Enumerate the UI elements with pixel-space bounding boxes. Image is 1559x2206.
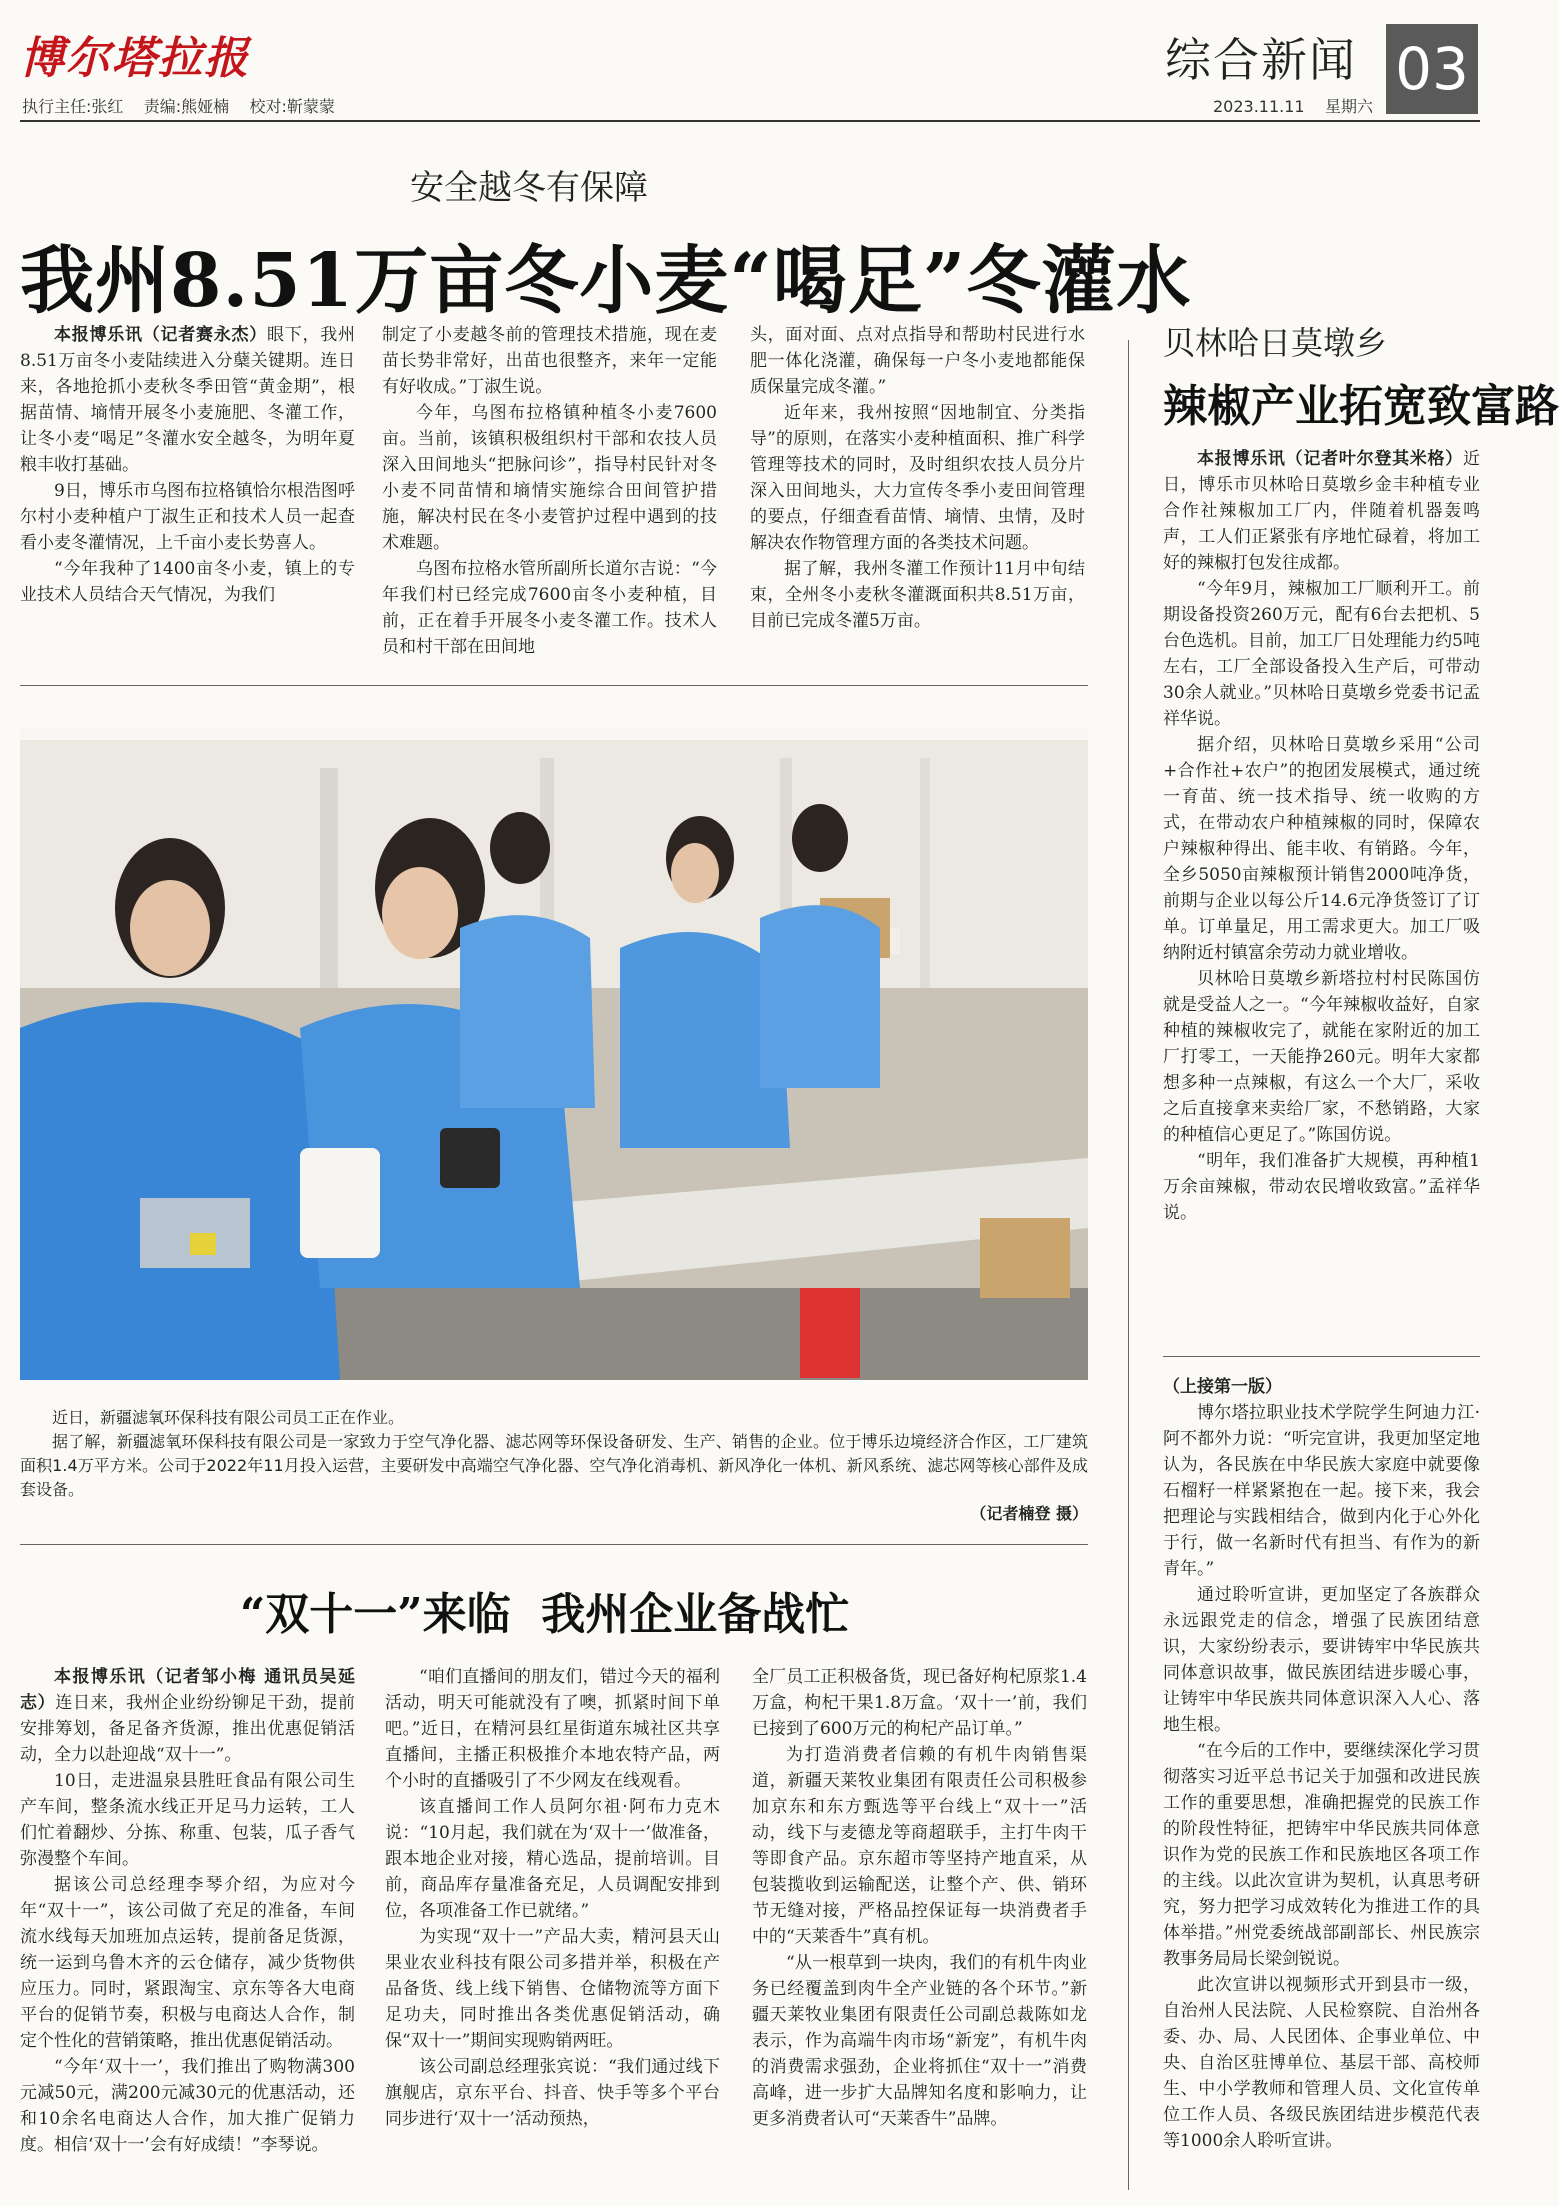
workers-illustration [20, 728, 1088, 1380]
second-byline: 本报博乐讯（记者邹小梅 通讯员吴延志） [20, 1667, 355, 1713]
second-column-1 [20, 1664, 355, 2158]
second-paragraph: 该直播间工作人员阿尔祖·阿布力克木说：“10月起，我们就在为‘双十一’做准备，跟本地企业对接，精心选品，提前培训。目前，商品库存量准备充足，人员调配安排到位，各项准备工作已就绪。” [385, 1797, 720, 1921]
page-number: 03 [1386, 24, 1478, 114]
lead-paragraph: 乌图布拉格水管所副所长道尔吉说：“今年我们村已经完成7600亩冬小麦种植，目前，正在着手开展冬小麦冬灌工作。技术人员和村干部在田间地 [382, 559, 717, 657]
lead-paragraph: 头，面对面、点对点指导和帮助村民进行水肥一体化浇灌，确保每一户冬小麦地都能保质保量完成冬灌。” [750, 325, 1085, 397]
second-paragraph: 该公司副总经理张宾说：“我们通过线下旗舰店，京东平台、抖音、快手等多个平台同步进行‘双十一’活动预热， [385, 2057, 720, 2129]
lead-paragraph: 制定了小麦越冬前的管理技术措施，现在麦苗长势非常好，出苗也很整齐，来年一定能有好收成。”丁淑生说。 [382, 325, 717, 397]
issue-date: 2023.11.11 星期六 [1213, 97, 1373, 116]
column-divider [1128, 340, 1129, 2190]
continued-paragraph: 博尔塔拉职业技术学院学生阿迪力江·阿不都外力说：“听完宣讲，我更加坚定地认为，各民族在中华民族大家庭中就要像石榴籽一样紧紧抱在一起。接下来，我会把理论与实践相结合，做到内化于心外化于行，做一名新时代有担当、有作为的新青年。” [1163, 1403, 1480, 1579]
second-column-3 [752, 1664, 1087, 2132]
right-paragraph: “今年9月，辣椒加工厂顺利开工。前期设备投资260万元，配有6台去把机、5台色选机。目前，加工厂日处理能力约5吨左右，工厂全部设备投入生产后，可带动30余人就业。”贝林哈日莫墩乡党委书记孟祥华说。 [1163, 579, 1480, 729]
second-paragraph: 连日来，我州企业纷纷铆足干劲，提前安排筹划，备足备齐货源，推出优惠促销活动，全力以赴迎战“双十一”。 [20, 1693, 356, 1765]
second-paragraph: 10日，走进温泉县胜旺食品有限公司生产车间，整条流水线正开足马力运转，工人们忙着翻炒、分拣、称重、包装，瓜子香气弥漫整个车间。 [20, 1771, 355, 1869]
second-column-2 [385, 1664, 720, 2132]
second-paragraph: 为打造消费者信赖的有机牛肉销售渠道，新疆天莱牧业集团有限责任公司积极参加京东和东方甄选等平台线上“双十一”活动，线下与麦德龙等商超联手，主打牛肉干等即食产品。京东超市等坚持产地直采，从包装揽收到运输配送，让整个产、供、销环节无缝对接，严格品控保证每一块消费者手中的“天莱香牛”真有机。 [752, 1745, 1087, 1947]
editor-credits: 执行主任:张红 责编:熊娅楠 校对:靳蒙蒙 [22, 97, 335, 116]
lead-paragraph: “今年我种了1400亩冬小麦，镇上的专业技术人员结合天气情况，为我们 [20, 559, 355, 605]
caption-line: 据了解，新疆滤氧环保科技有限公司是一家致力于空气净化器、滤芯网等环保设备研发、生产、销售的企业。位于博乐边境经济合作区，工厂建筑面积1.4万平方米。公司于2022年11月投入运营，主要研发中高端空气净化器、空气净化消毒机、新风净化一体机、新风系统、滤芯网等核心部件及成套设备。 [20, 1432, 1088, 1499]
lead-column-1 [20, 322, 355, 608]
factory-photo [20, 728, 1088, 1380]
second-headline: “双十一”来临 我州企业备战忙 [240, 1589, 850, 1640]
second-paragraph: “从一根草到一块肉，我们的有机牛肉业务已经覆盖到肉牛全产业链的各个环节。”新疆天莱牧业集团有限责任公司副总裁陈如龙表示，作为高端牛肉市场“新宠”，有机牛肉的消费需求强劲，企业将抓住“双十一”消费高峰，进一步扩大品牌知名度和影响力，让更多消费者认可“天莱香牛”品牌。 [752, 1953, 1087, 2129]
section-divider [20, 1544, 1088, 1545]
newspaper-logo: 博尔塔拉报 [20, 33, 250, 84]
continued-tag: （上接第一版） [1163, 1377, 1282, 1397]
lead-paragraph: 今年，乌图布拉格镇种植冬小麦7600亩。当前，该镇积极组织村干部和农技人员深入田间地头“把脉问诊”，指导村民针对冬小麦不同苗情和墒情实施综合田间管护措施，解决村民在冬小麦管护过程中遇到的技术难题。 [382, 403, 717, 553]
section-divider [1163, 1356, 1480, 1357]
right-paragraph: 据介绍，贝林哈日莫墩乡采用“公司+合作社+农户”的抱团发展模式，通过统一育苗、统一技术指导、统一收购的方式，在带动农户种植辣椒的同时，保障农户辣椒种得出、能丰收、有销路。今年，全乡5050亩辣椒预计销售2000吨净货，前期与企业以每公斤14.6元净货签订了订单。订单量足，用工需求更大。加工厂吸纳附近村镇富余劳动力就业增收。 [1163, 735, 1480, 963]
continued-paragraph: 通过聆听宣讲，更加坚定了各族群众永远跟党走的信念，增强了民族团结意识，大家纷纷表示，要讲铸牢中华民族共同体意识故事，做民族团结进步暖心事，让铸牢中华民族共同体意识深入人心、落地生根。 [1163, 1585, 1480, 1735]
lead-column-3 [750, 322, 1085, 634]
right-paragraph: “明年，我们准备扩大规模，再种植1万余亩辣椒，带动农民增收致富。”孟祥华说。 [1163, 1151, 1480, 1223]
caption-line: 近日，新疆滤氧环保科技有限公司员工正在作业。 [52, 1408, 405, 1427]
second-paragraph: “今年‘双十一’，我们推出了购物满300元减50元，满200元减30元的优惠活动，还和10余名电商达人合作，加大推广促销力度。相信‘双十一’会有好成绩！”李琴说。 [20, 2057, 355, 2155]
second-paragraph: 为实现“双十一”产品大卖，精河县天山果业农业科技有限公司多措并举，积极在产品备货、线上线下销售、仓储物流等方面下足功夫，同时推出各类优惠促销活动，确保“双十一”期间实现购销两旺。 [385, 1927, 720, 2051]
second-paragraph: 据该公司总经理李琴介绍，为应对今年“双十一”，该公司做了充足的准备，车间流水线每天加班加点运转，提前备足货源，统一运到乌鲁木齐的云仓储存，减少货物供应压力。同时，紧跟淘宝、京东等各大电商平台的促销节奏，积极与电商达人合作，制定个性化的营销策略，推出优惠促销活动。 [20, 1875, 355, 2051]
second-paragraph: 全厂员工正积极备货，现已备好枸杞原浆1.4万盒，枸杞干果1.8万盒。‘双十一’前，我们已接到了600万元的枸杞产品订单。” [752, 1667, 1087, 1739]
lead-byline: 本报博乐讯（记者赛永杰） [54, 325, 267, 345]
lead-paragraph: 眼下，我州8.51万亩冬小麦陆续进入分蘖关键期。连日来，各地抢抓小麦秋冬季田管“黄金期”，根据苗情、墒情开展冬小麦施肥、冬灌工作，让冬小麦“喝足”冬灌水安全越冬，为明年夏粮丰收打基础。 [20, 325, 355, 475]
photo-credit: （记者楠登 摄） [970, 1504, 1088, 1523]
second-paragraph: “咱们直播间的朋友们，错过今天的福利活动，明天可能就没有了噢，抓紧时间下单吧。”近日，在精河县红星街道东城社区共享直播间，主播正积极推介本地农特产品，两个小时的直播吸引了不少网友在线观看。 [385, 1667, 720, 1791]
right-paragraph: 近日，博乐市贝林哈日莫墩乡金丰种植专业合作社辣椒加工厂内，伴随着机器轰鸣声，工人们正紧张有序地忙碌着，将加工好的辣椒打包发往成都。 [1163, 449, 1480, 573]
lead-paragraph: 近年来，我州按照“因地制宜、分类指导”的原则，在落实小麦种植面积、推广科学管理等技术的同时，及时组织农技人员分片深入田间地头，大力宣传冬季小麦田间管理的要点，仔细查看苗情、墒情、虫情，及时解决农作物管理方面的各类技术问题。 [750, 403, 1085, 553]
lead-headline: 我州8.51万亩冬小麦“喝足”冬灌水 [20, 238, 1192, 324]
continued-article [1163, 1374, 1480, 2154]
continued-paragraph: “在今后的工作中，要继续深化学习贯彻落实习近平总书记关于加强和改进民族工作的重要思想，准确把握党的民族工作的阶段性特征，把铸牢中华民族共同体意识作为党的民族工作和民族地区各项工作的主线。以此次宣讲为契机，认真思考研究，努力把学习成效转化为推进工作的具体举措。”州党委统战部副部长、州民族宗教事务局局长梁剑锐说。 [1163, 1741, 1480, 1969]
lead-paragraph: 9日，博乐市乌图布拉格镇恰尔根浩图呼尔村小麦种植户丁淑生正和技术人员一起查看小麦冬灌情况，上千亩小麦长势喜人。 [20, 481, 355, 553]
right-headline: 辣椒产业拓宽致富路 [1163, 381, 1559, 432]
lead-paragraph: 据了解，我州冬灌工作预计11月中旬结束，全州冬小麦秋冬灌溉面积共8.51万亩，目前已完成冬灌5万亩。 [750, 559, 1085, 631]
right-byline: 本报博乐讯（记者叶尔登其米格） [1197, 449, 1463, 469]
lead-column-2 [382, 322, 717, 660]
right-article [1163, 446, 1480, 1226]
continued-paragraph: 此次宣讲以视频形式开到县市一级，自治州人民法院、人民检察院、自治州各委、办、局、人民团体、企事业单位、中央、自治区驻博单位、基层干部、高校师生、中小学教师和管理人员、文化宣传单位工作人员、各级民族团结进步模范代表等1000余人聆听宣讲。 [1163, 1975, 1480, 2151]
section-divider [20, 685, 1088, 686]
right-paragraph: 贝林哈日莫墩乡新塔拉村村民陈国仿就是受益人之一。“今年辣椒收益好，自家种植的辣椒收完了，就能在家附近的加工厂打零工，一天能挣260元。明年大家都想多种一点辣椒，有这么一个大厂，采收之后直接拿来卖给厂家，不愁销路，大家的种植信心更足了。”陈国仿说。 [1163, 969, 1480, 1145]
header-divider [20, 120, 1480, 122]
lead-kicker: 安全越冬有保障 [410, 168, 648, 208]
right-kicker: 贝林哈日莫墩乡 [1163, 324, 1388, 362]
section-title: 综合新闻 [1165, 33, 1357, 87]
photo-caption [20, 1406, 1088, 1526]
